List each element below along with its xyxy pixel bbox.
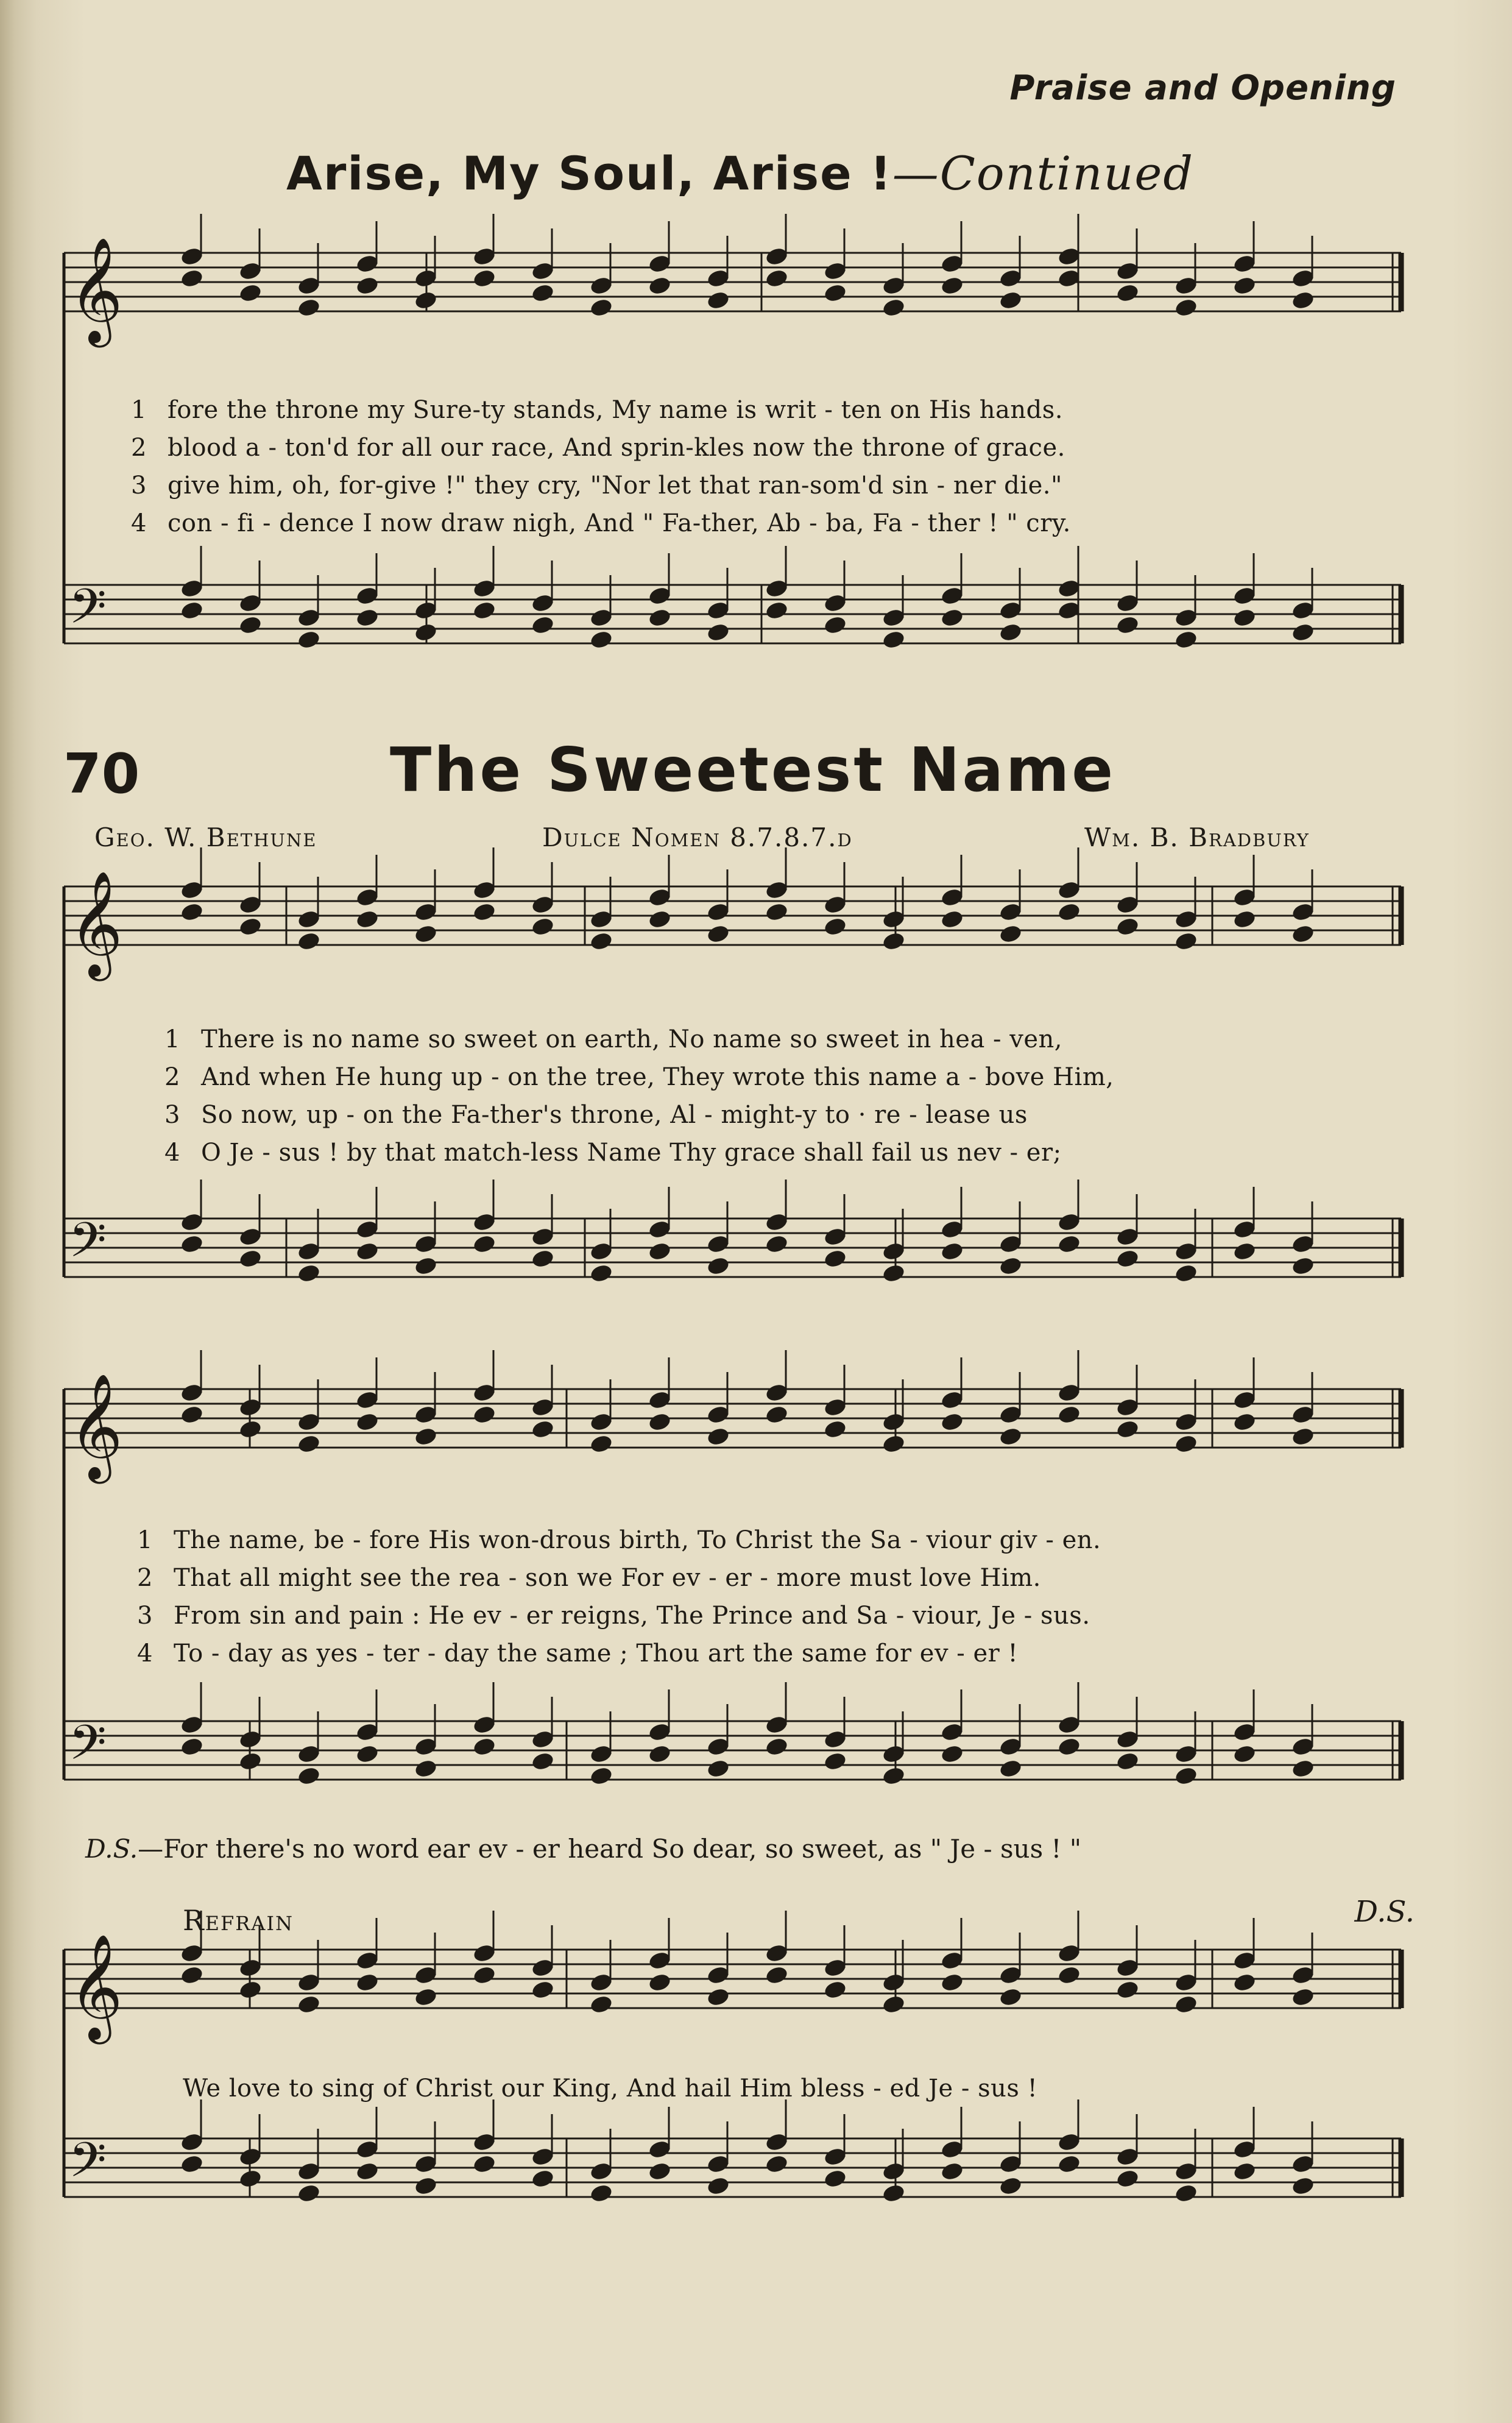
system3-treble-note: [765, 1404, 789, 1425]
system3-bass-note: [297, 1766, 321, 1786]
system3-treble-note: [531, 1419, 555, 1440]
system1-treble-note: [648, 275, 672, 296]
system2-bass-clef: 𝄢: [69, 1212, 107, 1280]
system2-bass-note: [1057, 1234, 1081, 1254]
system2-bass-note: [238, 1248, 263, 1269]
system4-treble-note: [414, 1987, 438, 2007]
system1-bass-note: [1115, 615, 1140, 635]
system4-treble-note: [706, 1987, 730, 2007]
system3-treble-note: [1174, 1434, 1198, 1454]
system4-treble-note: [238, 1979, 263, 2000]
ds-lyric-line: D.S.—For there's no word ear ev - er heard So dear, so sweet, as " Je - sus ! ": [85, 1834, 1082, 1864]
verse-b-3: 3 From sin and pain : He ev - er reigns, The Prince and Sa - viour, Je - sus.: [137, 1602, 1090, 1630]
system4-bass-note: [1115, 2168, 1140, 2189]
verse-a-1: 1 There is no name so sweet on earth, No name so sweet in hea - ven,: [164, 1025, 1063, 1053]
system2-treble-note: [823, 916, 847, 937]
system1-bass-note: [940, 607, 964, 628]
verse-b-4: 4 To - day as yes - ter - day the same ; Thou art the same for ev - er !: [137, 1640, 1019, 1668]
system2-treble-note: [472, 902, 496, 922]
system4-bass-clef: 𝄢: [69, 2132, 107, 2200]
system4-bass-note: [1291, 2176, 1315, 2196]
system3-treble-note: [823, 1419, 847, 1440]
system2-bass-note: [648, 1241, 672, 1262]
system3-bass-note: [355, 1744, 380, 1764]
system1-treble-note: [940, 275, 964, 296]
system1-bass-note: [1232, 607, 1257, 628]
system4-treble-note: [1174, 1994, 1198, 2015]
system1-bass-note: [531, 615, 555, 635]
system4-bass-note: [648, 2161, 672, 2182]
system3-bass-note: [648, 1744, 672, 1764]
system2-bass-note: [355, 1241, 380, 1262]
system4-treble-note: [648, 1972, 672, 1993]
system2-bass-note: [940, 1241, 964, 1262]
system3-treble-note: [472, 1404, 496, 1425]
system4-bass-note: [765, 2154, 789, 2174]
system4-treble-note: [940, 1972, 964, 1993]
system1-treble-note: [765, 268, 789, 289]
hymn-author: Geo. W. Bethune: [94, 822, 317, 852]
system3-bass-note: [180, 1736, 204, 1757]
system2-treble-note: [940, 909, 964, 930]
system1-bass-note: [355, 607, 380, 628]
system4-bass-note: [355, 2161, 380, 2182]
hymn-title: The Sweetest Name: [390, 734, 1116, 805]
continued-verse-3: 3 give him, oh, for-give !" they cry, "Nor let that ran-som'd sin - ner die.": [131, 472, 1062, 500]
system2-treble-note: [238, 916, 263, 937]
system3-bass-note: [881, 1766, 906, 1786]
system3-bass-note: [823, 1751, 847, 1772]
system3-treble-note: [1291, 1426, 1315, 1447]
system2-bass-note: [881, 1263, 906, 1284]
hymn-tune: Dulce Nomen 8.7.8.7.d: [542, 822, 853, 852]
system4-bass-note: [881, 2183, 906, 2204]
system2-treble-note: [998, 924, 1023, 944]
system1-bass-note: [1174, 629, 1198, 650]
system2-treble-note: [297, 931, 321, 952]
system4-treble-note: [355, 1972, 380, 1993]
system3-treble-note: [297, 1434, 321, 1454]
system4-treble-note: [998, 1987, 1023, 2007]
system3-treble-note: [648, 1412, 672, 1432]
system2-bass-note: [472, 1234, 496, 1254]
system2-bass-note: [706, 1256, 730, 1276]
system2-treble-note: [1232, 909, 1257, 930]
system1-treble-note: [1232, 275, 1257, 296]
system1-treble-note: [1115, 283, 1140, 303]
section-header: Praise and Opening: [1009, 68, 1396, 108]
system3-bass-clef: 𝄢: [69, 1714, 107, 1783]
system3-bass-note: [1232, 1744, 1257, 1764]
system3-bass-note: [472, 1736, 496, 1757]
system4-bass-note: [1174, 2183, 1198, 2204]
system1-treble-note: [414, 290, 438, 311]
system3-bass-note: [1115, 1751, 1140, 1772]
system4-treble-note: [180, 1965, 204, 1986]
system4-bass-note: [414, 2176, 438, 2196]
system2-treble-note: [1057, 902, 1081, 922]
system2-bass-note: [1174, 1263, 1198, 1284]
system3-bass-note: [531, 1751, 555, 1772]
ds-mark: D.S.: [1354, 1895, 1415, 1929]
system4-treble-note: [823, 1979, 847, 2000]
continued-verse-1: 1 fore the throne my Sure-ty stands, My name is writ - ten on His hands.: [131, 396, 1063, 424]
system4-treble-note: [1291, 1987, 1315, 2007]
system3-treble-note: [1232, 1412, 1257, 1432]
system3-treble-note: [414, 1426, 438, 1447]
system4-treble-note: [1057, 1965, 1081, 1986]
verse-a-4: 4 O Je - sus ! by that match-less Name Thy grace shall fail us nev - er;: [164, 1139, 1062, 1167]
system3-treble-note: [355, 1412, 380, 1432]
system1-treble-note: [472, 268, 496, 289]
system4-bass-note: [238, 2168, 263, 2189]
system1-treble-note: [238, 283, 263, 303]
system2-treble-note: [180, 902, 204, 922]
system1-bass-note: [1291, 622, 1315, 643]
system2-treble-note: [648, 909, 672, 930]
hymn-number: 70: [63, 742, 140, 806]
system1-treble-note: [180, 268, 204, 289]
system3-bass-note: [940, 1744, 964, 1764]
system3-treble-clef: 𝄞: [69, 1373, 123, 1479]
system1-treble-note: [297, 297, 321, 318]
system3-treble-note: [589, 1434, 613, 1454]
system2-treble-note: [589, 931, 613, 952]
system3-bass-note: [1291, 1758, 1315, 1779]
system4-treble-note: [881, 1994, 906, 2015]
system3-bass-note: [589, 1766, 613, 1786]
system1-bass-note: [706, 622, 730, 643]
system3-treble-note: [1057, 1404, 1081, 1425]
system4-treble-note: [1115, 1979, 1140, 2000]
system3-treble-note: [940, 1412, 964, 1432]
system4-bass-note: [940, 2161, 964, 2182]
system4-bass-note: [823, 2168, 847, 2189]
system3-treble-note: [180, 1404, 204, 1425]
system3-bass-note: [998, 1758, 1023, 1779]
continued-verse-4: 4 con - fi - dence I now draw nigh, And " Fa-ther, Ab - ba, Fa - ther ! " cry.: [131, 509, 1071, 537]
system2-treble-note: [1115, 916, 1140, 937]
verse-a-3: 3 So now, up - on the Fa-ther's throne, Al - might-y to · re - lease us: [164, 1101, 1028, 1129]
system3-treble-note: [881, 1434, 906, 1454]
system2-bass-note: [180, 1234, 204, 1254]
system2-bass-note: [589, 1263, 613, 1284]
system4-bass-note: [589, 2183, 613, 2204]
system1-treble-note: [1174, 297, 1198, 318]
system1-bass-note: [998, 622, 1023, 643]
system1-bass-note: [648, 607, 672, 628]
continued-title-suffix: —Continued: [892, 146, 1195, 200]
system3-bass-note: [706, 1758, 730, 1779]
refrain-label: Refrain: [183, 1904, 294, 1937]
system1-treble-note: [998, 290, 1023, 311]
system3-bass-note: [238, 1751, 263, 1772]
system2-treble-note: [531, 916, 555, 937]
system4-bass-note: [1232, 2161, 1257, 2182]
system2-bass-note: [297, 1263, 321, 1284]
system1-bass-clef: 𝄢: [69, 578, 107, 646]
system1-bass-note: [589, 629, 613, 650]
system1-bass-note: [297, 629, 321, 650]
system2-treble-note: [706, 924, 730, 944]
system3-bass-note: [414, 1758, 438, 1779]
system2-treble-note: [414, 924, 438, 944]
system1-treble-note: [531, 283, 555, 303]
system2-bass-note: [823, 1248, 847, 1269]
system3-bass-note: [1174, 1766, 1198, 1786]
system3-treble-note: [706, 1426, 730, 1447]
system1-bass-note: [765, 600, 789, 621]
verse-a-2: 2 And when He hung up - on the tree, They wrote this name a - bove Him,: [164, 1063, 1114, 1091]
hymn-composer: Wm. B. Bradbury: [1084, 822, 1310, 852]
system1-treble-note: [1291, 290, 1315, 311]
system4-bass-note: [706, 2176, 730, 2196]
verse-b-2: 2 That all might see the rea - son we For ev - er - more must love Him.: [137, 1564, 1041, 1592]
system3-treble-note: [1115, 1419, 1140, 1440]
refrain-lyric: We love to sing of Christ our King, And hail Him bless - ed Je - sus !: [183, 2075, 1038, 2103]
system3-bass-note: [1057, 1736, 1081, 1757]
system1-treble-note: [589, 297, 613, 318]
system1-bass-note: [414, 622, 438, 643]
system2-treble-note: [355, 909, 380, 930]
system4-treble-note: [297, 1994, 321, 2015]
system2-bass-note: [765, 1234, 789, 1254]
system2-bass-note: [998, 1256, 1023, 1276]
system2-bass-note: [531, 1248, 555, 1269]
system1-bass-note: [881, 629, 906, 650]
system3-bass-note: [765, 1736, 789, 1757]
system2-bass-note: [1232, 1241, 1257, 1262]
verse-b-1: 1 The name, be - fore His won-drous birth, To Christ the Sa - viour giv - en.: [137, 1526, 1101, 1554]
system2-bass-note: [414, 1256, 438, 1276]
system4-treble-note: [472, 1965, 496, 1986]
system4-bass-note: [297, 2183, 321, 2204]
system2-treble-note: [765, 902, 789, 922]
system1-bass-note: [238, 615, 263, 635]
system4-bass-note: [531, 2168, 555, 2189]
system1-treble-note: [706, 290, 730, 311]
system4-bass-note: [180, 2154, 204, 2174]
system1-bass-note: [472, 600, 496, 621]
system4-treble-note: [765, 1965, 789, 1986]
continued-title-main: Arise, My Soul, Arise !: [286, 146, 892, 200]
system2-treble-note: [1291, 924, 1315, 944]
system2-treble-note: [881, 931, 906, 952]
system1-treble-clef: 𝄞: [69, 237, 123, 343]
system4-treble-note: [531, 1979, 555, 2000]
system3-treble-note: [998, 1426, 1023, 1447]
system1-treble-note: [355, 275, 380, 296]
system4-bass-note: [998, 2176, 1023, 2196]
system4-treble-note: [1232, 1972, 1257, 1993]
system4-bass-note: [1057, 2154, 1081, 2174]
system1-bass-note: [180, 600, 204, 621]
system2-bass-note: [1115, 1248, 1140, 1269]
continued-verse-2: 2 blood a - ton'd for all our race, And sprin-kles now the throne of grace.: [131, 434, 1065, 462]
system3-treble-note: [238, 1419, 263, 1440]
system2-treble-clef: 𝄞: [69, 871, 123, 977]
system2-treble-note: [1174, 931, 1198, 952]
system1-treble-note: [823, 283, 847, 303]
system4-treble-note: [589, 1994, 613, 2015]
system1-treble-note: [881, 297, 906, 318]
system2-bass-note: [1291, 1256, 1315, 1276]
system1-bass-note: [823, 615, 847, 635]
system4-bass-note: [472, 2154, 496, 2174]
system4-treble-clef: 𝄞: [69, 1934, 123, 2040]
